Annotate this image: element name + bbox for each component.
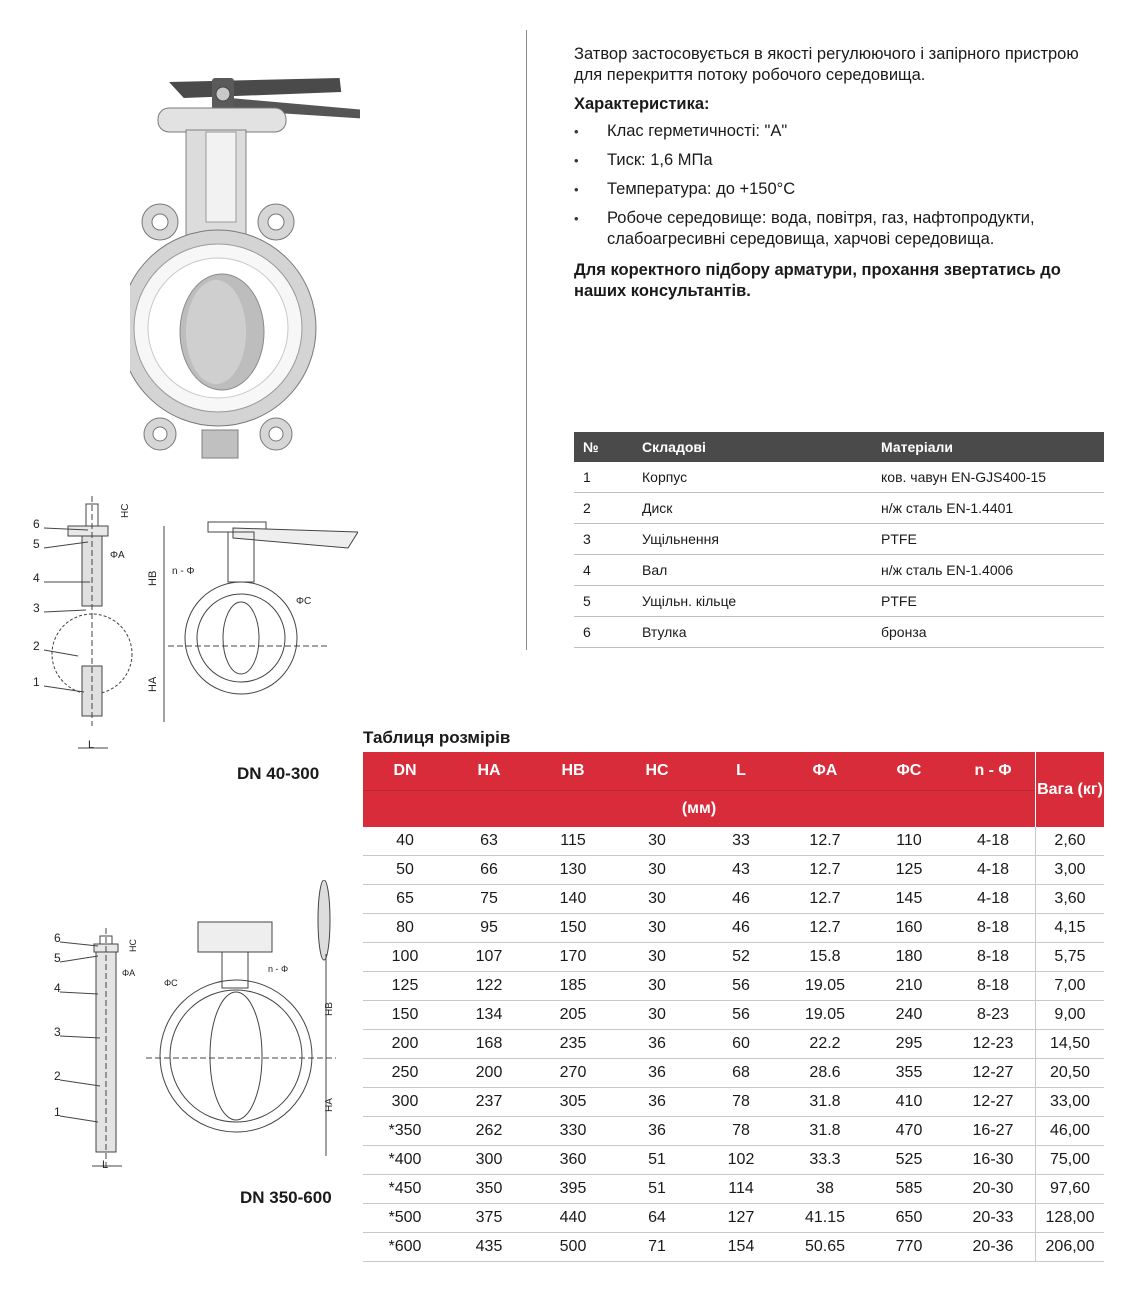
cell: 40 xyxy=(363,827,447,856)
cell: 150 xyxy=(363,1001,447,1030)
cell: 56 xyxy=(699,972,783,1001)
cell: 100 xyxy=(363,943,447,972)
column-header: HB xyxy=(531,752,615,791)
cell: 205 xyxy=(531,1001,615,1030)
cell: 585 xyxy=(867,1175,951,1204)
cell: 3,00 xyxy=(1036,856,1105,885)
table-header-row xyxy=(363,752,1104,791)
column-header: ΦA xyxy=(783,752,867,791)
part-label: 6 xyxy=(33,517,40,531)
table-row xyxy=(363,1233,1104,1262)
cell: 36 xyxy=(615,1117,699,1146)
cell: 20,50 xyxy=(1036,1059,1105,1088)
cell: 168 xyxy=(447,1030,531,1059)
cell: 12.7 xyxy=(783,885,867,914)
cell: 154 xyxy=(699,1233,783,1262)
cell: 115 xyxy=(531,827,615,856)
dim-label: ΦA xyxy=(122,968,136,978)
cell: 22.2 xyxy=(783,1030,867,1059)
cell: 12-27 xyxy=(951,1059,1036,1088)
dim-label: n - Φ xyxy=(172,566,195,577)
cell: 500 xyxy=(531,1233,615,1262)
part-label: 2 xyxy=(54,1069,61,1083)
cell: 4-18 xyxy=(951,827,1036,856)
dim-label: HB xyxy=(147,570,159,586)
cell: 3,60 xyxy=(1036,885,1105,914)
butterfly-valve-photo xyxy=(130,70,360,470)
cell: 14,50 xyxy=(1036,1030,1105,1059)
cell: 71 xyxy=(615,1233,699,1262)
cell: 2 xyxy=(574,493,633,524)
list-item: • Робоче середовище: вода, повітря, газ, нафтопродукти, слабоагресивні середовища, харчові середовища. xyxy=(574,208,1109,250)
cell: 127 xyxy=(699,1204,783,1233)
cell: 180 xyxy=(867,943,951,972)
cell: 440 xyxy=(531,1204,615,1233)
cell: 46,00 xyxy=(1036,1117,1105,1146)
table-row xyxy=(574,586,1104,617)
cell: Диск xyxy=(633,493,872,524)
cell: 30 xyxy=(615,827,699,856)
cell: 300 xyxy=(363,1088,447,1117)
cell: 19.05 xyxy=(783,972,867,1001)
table-row xyxy=(363,972,1104,1001)
cell: 125 xyxy=(867,856,951,885)
cell: 8-23 xyxy=(951,1001,1036,1030)
part-label: 6 xyxy=(54,931,61,945)
materials-table xyxy=(574,432,1104,648)
cell: 78 xyxy=(699,1088,783,1117)
cell: 43 xyxy=(699,856,783,885)
cell: 36 xyxy=(615,1030,699,1059)
cell: 52 xyxy=(699,943,783,972)
cell: Корпус xyxy=(633,462,872,493)
size-table xyxy=(363,752,1104,1262)
dim-label: ΦC xyxy=(164,978,178,988)
cell: 185 xyxy=(531,972,615,1001)
cell: 30 xyxy=(615,943,699,972)
cell: 8-18 xyxy=(951,914,1036,943)
cell: 150 xyxy=(531,914,615,943)
column-header: HA xyxy=(447,752,531,791)
cell: 110 xyxy=(867,827,951,856)
cell: 295 xyxy=(867,1030,951,1059)
part-label: 5 xyxy=(33,537,40,551)
intro-text: Затвор застосовується в якості регулюючого і запірного пристрою для перекриття потоку робочого середовища. xyxy=(574,45,1079,84)
cell: 20-30 xyxy=(951,1175,1036,1204)
drawing-dn350-600 xyxy=(46,880,350,1180)
table-row xyxy=(363,1001,1104,1030)
cell: 12.7 xyxy=(783,856,867,885)
dn-label-top: DN 40-300 xyxy=(237,764,320,783)
cell: 36 xyxy=(615,1059,699,1088)
cell: 33,00 xyxy=(1036,1088,1105,1117)
table-row xyxy=(574,493,1104,524)
cell: 395 xyxy=(531,1175,615,1204)
cell: 305 xyxy=(531,1088,615,1117)
cell: 770 xyxy=(867,1233,951,1262)
cell: 50 xyxy=(363,856,447,885)
column-header: n - Φ xyxy=(951,752,1036,791)
cell: Вал xyxy=(633,555,872,586)
cell: 128,00 xyxy=(1036,1204,1105,1233)
table-row xyxy=(363,827,1104,856)
cell: 262 xyxy=(447,1117,531,1146)
cell: 470 xyxy=(867,1117,951,1146)
part-label: 4 xyxy=(33,571,40,585)
cell: 8-18 xyxy=(951,943,1036,972)
cell: 240 xyxy=(867,1001,951,1030)
description xyxy=(574,44,1109,302)
table-row xyxy=(574,555,1104,586)
table-row xyxy=(574,524,1104,555)
table-units-row xyxy=(363,791,1104,828)
characteristics-list xyxy=(574,121,1109,250)
cell: 20-33 xyxy=(951,1204,1036,1233)
cell: 4,15 xyxy=(1036,914,1105,943)
cell: 160 xyxy=(867,914,951,943)
cell: 200 xyxy=(447,1059,531,1088)
cell: 5,75 xyxy=(1036,943,1105,972)
cell: 46 xyxy=(699,914,783,943)
cell: 31.8 xyxy=(783,1117,867,1146)
cell: 16-27 xyxy=(951,1117,1036,1146)
cell: 330 xyxy=(531,1117,615,1146)
cell: Ущільнення xyxy=(633,524,872,555)
cell: 350 xyxy=(447,1175,531,1204)
cell: 525 xyxy=(867,1146,951,1175)
cell: 2,60 xyxy=(1036,827,1105,856)
cell: 12.7 xyxy=(783,914,867,943)
cell: 75,00 xyxy=(1036,1146,1105,1175)
table-row xyxy=(363,1146,1104,1175)
cell: 51 xyxy=(615,1146,699,1175)
cell: 210 xyxy=(867,972,951,1001)
cell: 51 xyxy=(615,1175,699,1204)
cell: 95 xyxy=(447,914,531,943)
cell: *400 xyxy=(363,1146,447,1175)
cell: 8-18 xyxy=(951,972,1036,1001)
cell: 300 xyxy=(447,1146,531,1175)
cell: 4-18 xyxy=(951,856,1036,885)
part-label: 1 xyxy=(54,1105,61,1119)
cell: 30 xyxy=(615,914,699,943)
cell: 130 xyxy=(531,856,615,885)
cell: 30 xyxy=(615,1001,699,1030)
cell: 360 xyxy=(531,1146,615,1175)
characteristics-heading: Характеристика: xyxy=(574,95,710,113)
table-row xyxy=(363,1059,1104,1088)
table-row xyxy=(363,885,1104,914)
table-row xyxy=(574,617,1104,648)
cell: 60 xyxy=(699,1030,783,1059)
cell: 38 xyxy=(783,1175,867,1204)
cell: PTFE xyxy=(872,586,1104,617)
cell: 12-23 xyxy=(951,1030,1036,1059)
cell: 3 xyxy=(574,524,633,555)
drawing-dn40-300 xyxy=(28,486,358,766)
column-header: Складові xyxy=(633,432,872,462)
cell: 16-30 xyxy=(951,1146,1036,1175)
dim-label: HC xyxy=(128,939,138,952)
part-label: 2 xyxy=(33,639,40,653)
cell: 41.15 xyxy=(783,1204,867,1233)
list-item: • Тиск: 1,6 МПа xyxy=(574,150,1109,171)
cell: 33.3 xyxy=(783,1146,867,1175)
table-row xyxy=(363,914,1104,943)
cell: 6 xyxy=(574,617,633,648)
column-header: Матеріали xyxy=(872,432,1104,462)
cell: 80 xyxy=(363,914,447,943)
cell: 134 xyxy=(447,1001,531,1030)
cell: 4 xyxy=(574,555,633,586)
cell: 50.65 xyxy=(783,1233,867,1262)
dim-label: HC xyxy=(120,503,131,518)
cell: 1 xyxy=(574,462,633,493)
table-row xyxy=(363,1117,1104,1146)
cell: 206,00 xyxy=(1036,1233,1105,1262)
cell: 15.8 xyxy=(783,943,867,972)
cell: 235 xyxy=(531,1030,615,1059)
cell: ков. чавун EN-GJS400-15 xyxy=(872,462,1104,493)
cell: 650 xyxy=(867,1204,951,1233)
cell: 270 xyxy=(531,1059,615,1088)
column-header: HC xyxy=(615,752,699,791)
cell: 78 xyxy=(699,1117,783,1146)
part-label: 5 xyxy=(54,951,61,965)
cell: 375 xyxy=(447,1204,531,1233)
cell: Ущільн. кільце xyxy=(633,586,872,617)
list-item: • Температура: до +150°С xyxy=(574,179,1109,200)
cell: 4-18 xyxy=(951,885,1036,914)
cell: н/ж сталь EN-1.4006 xyxy=(872,555,1104,586)
cell: 250 xyxy=(363,1059,447,1088)
cell: 36 xyxy=(615,1088,699,1117)
dim-label: HA xyxy=(324,1098,335,1112)
cell: 9,00 xyxy=(1036,1001,1105,1030)
cell: 12.7 xyxy=(783,827,867,856)
consultant-note: Для коректного підбору арматури, прохання звертатись до наших консультантів. xyxy=(574,261,1061,300)
dim-label: HA xyxy=(147,676,159,692)
cell: 12-27 xyxy=(951,1088,1036,1117)
cell: 122 xyxy=(447,972,531,1001)
column-header: № xyxy=(574,432,633,462)
table-row xyxy=(363,1175,1104,1204)
cell: 125 xyxy=(363,972,447,1001)
column-header: ΦC xyxy=(867,752,951,791)
dim-label: HB xyxy=(324,1002,335,1016)
cell: 200 xyxy=(363,1030,447,1059)
cell: 237 xyxy=(447,1088,531,1117)
cell: 7,00 xyxy=(1036,972,1105,1001)
cell: 102 xyxy=(699,1146,783,1175)
cell: 65 xyxy=(363,885,447,914)
column-header-weight: Вага (кг) xyxy=(1036,752,1105,827)
cell: *450 xyxy=(363,1175,447,1204)
cell: 97,60 xyxy=(1036,1175,1105,1204)
cell: 140 xyxy=(531,885,615,914)
cell: 33 xyxy=(699,827,783,856)
cell: 145 xyxy=(867,885,951,914)
cell: 355 xyxy=(867,1059,951,1088)
part-label: 1 xyxy=(33,675,40,689)
part-label: 3 xyxy=(54,1025,61,1039)
cell: 114 xyxy=(699,1175,783,1204)
cell: 56 xyxy=(699,1001,783,1030)
cell: 19.05 xyxy=(783,1001,867,1030)
cell: PTFE xyxy=(872,524,1104,555)
column-header: DN xyxy=(363,752,447,791)
table-row xyxy=(363,1088,1104,1117)
cell: 435 xyxy=(447,1233,531,1262)
cell: бронза xyxy=(872,617,1104,648)
cell: 66 xyxy=(447,856,531,885)
cell: 170 xyxy=(531,943,615,972)
units-label: (мм) xyxy=(363,791,1036,828)
dn-label-bottom: DN 350-600 xyxy=(240,1188,332,1207)
table-row xyxy=(574,462,1104,493)
table-row xyxy=(363,856,1104,885)
table-header-row xyxy=(574,432,1104,462)
cell: 410 xyxy=(867,1088,951,1117)
dim-label: n - Φ xyxy=(268,964,289,974)
dim-label: L xyxy=(102,1159,109,1171)
cell: *600 xyxy=(363,1233,447,1262)
dim-label: ΦA xyxy=(110,550,125,561)
cell: 30 xyxy=(615,856,699,885)
dim-label: ΦC xyxy=(296,596,312,607)
cell: 30 xyxy=(615,885,699,914)
part-label: 3 xyxy=(33,601,40,615)
cell: 46 xyxy=(699,885,783,914)
cell: 75 xyxy=(447,885,531,914)
cell: 64 xyxy=(615,1204,699,1233)
dim-label: L xyxy=(88,739,95,751)
cell: 31.8 xyxy=(783,1088,867,1117)
cell: *500 xyxy=(363,1204,447,1233)
cell: Втулка xyxy=(633,617,872,648)
vertical-divider xyxy=(526,30,527,650)
column-header: L xyxy=(699,752,783,791)
cell: 63 xyxy=(447,827,531,856)
cell: 28.6 xyxy=(783,1059,867,1088)
table-row xyxy=(363,943,1104,972)
cell: 5 xyxy=(574,586,633,617)
cell: 107 xyxy=(447,943,531,972)
table-row xyxy=(363,1030,1104,1059)
cell: 68 xyxy=(699,1059,783,1088)
size-table-title: Таблиця розмірів xyxy=(363,728,511,747)
cell: 30 xyxy=(615,972,699,1001)
list-item: • Клас герметичності: "А" xyxy=(574,121,1109,142)
table-row xyxy=(363,1204,1104,1233)
part-label: 4 xyxy=(54,981,61,995)
cell: 20-36 xyxy=(951,1233,1036,1262)
cell: *350 xyxy=(363,1117,447,1146)
cell: н/ж сталь EN-1.4401 xyxy=(872,493,1104,524)
